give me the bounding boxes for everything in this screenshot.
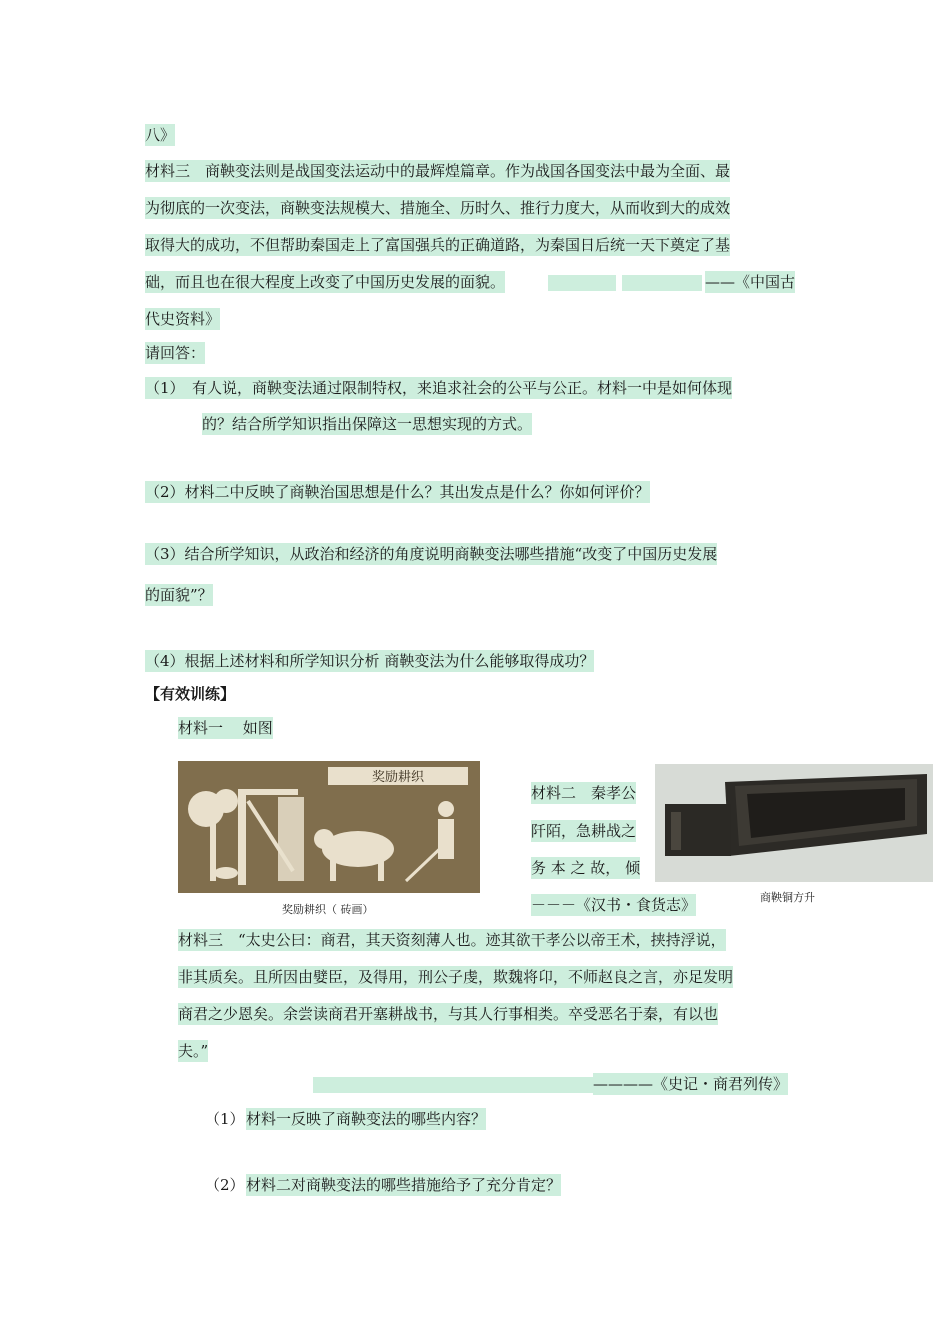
training-question-2-number: （2） xyxy=(205,1176,245,1194)
question-1-line-1: （1） 有人说，商鞅变法通过限制特权，来追求社会的公平与公正。材料一中是如何体现 xyxy=(145,379,733,397)
material3-line-4: 础，而且也在很大程度上改变了中国历史发展的面貌。 xyxy=(145,273,506,291)
question-1-line-2: 的？结合所学知识指出保障这一思想实现的方式。 xyxy=(202,415,533,433)
training-material-3-source: ————《史记・商君列传》 xyxy=(593,1075,789,1093)
training-question-1-text: 材料一反映了商鞅变法的哪些内容？ xyxy=(246,1110,487,1128)
bronze-measure-image xyxy=(655,764,933,882)
training-material-2-source: －－－《汉书・食货志》 xyxy=(531,896,697,914)
brick-caption: 奖励耕织（ 砖画） xyxy=(282,903,374,916)
material3-line-1: 材料三 商鞅变法则是战国变法运动中的最辉煌篇章。作为战国各国变法中最为全面、最 xyxy=(145,162,731,180)
training-material-3-line-1: 材料三 “太史公曰：商君，其天资刻薄人也。迹其欲干孝公以帝王术，挟持浮说， xyxy=(178,931,726,949)
material3-source-cont: 代史资料》 xyxy=(145,310,221,328)
training-material-3-line-4: 夫。” xyxy=(178,1042,209,1060)
highlight-gap xyxy=(622,275,702,291)
highlight-gap xyxy=(313,1077,593,1093)
training-material-2-line-2: 阡陌，急耕战之 xyxy=(531,822,637,840)
question-3-line-1: （3）结合所学知识，从政治和经济的角度说明商鞅变法哪些措施“改变了中国历史发展 xyxy=(145,545,718,563)
section-heading: 【有效训练】 xyxy=(145,685,236,703)
brick-painting-image xyxy=(178,761,480,893)
material3-line-3: 取得大的成功，不但帮助秦国走上了富国强兵的正确道路，为秦国日后统一天下奠定了基 xyxy=(145,236,731,254)
page-top-fragment: 八》 xyxy=(145,126,176,144)
question-2: （2）材料二中反映了商鞅治国思想是什么？其出发点是什么？你如何评价？ xyxy=(145,483,650,501)
material3-line-2: 为彻底的一次变法，商鞅变法规模大、措施全、历时久、推行力度大，从而收到大的成效 xyxy=(145,199,731,217)
training-material-2-line-3: 务 本 之 故， 倾 xyxy=(531,859,641,877)
training-question-1-number: （1） xyxy=(205,1110,245,1128)
training-question-2-text: 材料二对商鞅变法的哪些措施给予了充分肯定？ xyxy=(246,1176,562,1194)
training-material-3-line-2: 非其质矣。且所因由嬖臣，及得用，刑公子虔，欺魏将卬，不师赵良之言，亦足发明 xyxy=(178,968,734,986)
training-material-2-line-1: 材料二 秦孝公 xyxy=(531,784,637,802)
question-4: （4）根据上述材料和所学知识分析 商鞅变法为什么能够取得成功？ xyxy=(145,652,595,670)
brick-banner-text: 奖励耕织 xyxy=(371,770,425,785)
training-material-3-line-3: 商君之少恩矣。余尝读商君开塞耕战书，与其人行事相类。卒受恶名于秦，有以也 xyxy=(178,1005,719,1023)
material3-source: ——《中国古 xyxy=(705,273,796,291)
training-material-1: 材料一 如图 xyxy=(178,719,273,737)
please-answer: 请回答： xyxy=(145,344,206,362)
highlight-gap xyxy=(548,275,616,291)
question-3-line-2: 的面貌”？ xyxy=(145,586,213,604)
bronze-measure-caption: 商鞅铜方升 xyxy=(760,891,815,904)
